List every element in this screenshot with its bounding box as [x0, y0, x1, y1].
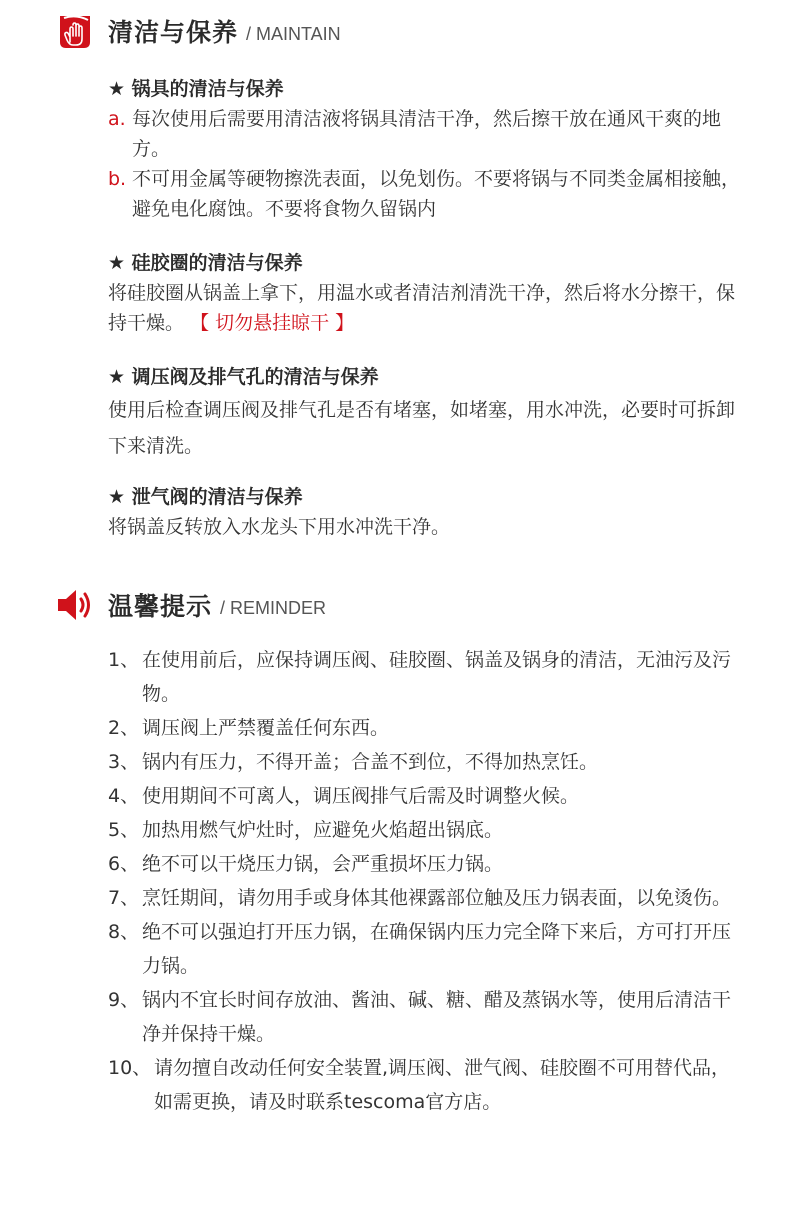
item-text: 使用期间不可离人，调压阀排气后需及时调整火候。 [142, 785, 580, 807]
silicone-ring-body: 将硅胶圈从锅盖上拿下，用温水或者清洁剂清洗干净，然后将水分擦干，保持干燥。 [108, 282, 736, 334]
silicone-ring-section [108, 248, 748, 338]
cookware-care-section [108, 74, 748, 224]
list-item [108, 813, 748, 847]
item-text: 绝不可以干烧压力锅，会严重损坏压力锅。 [142, 853, 504, 875]
reminder-subtitle: / REMINDER [220, 597, 327, 618]
list-item [108, 881, 748, 915]
item-number: 3、 [108, 751, 140, 773]
list-item [108, 643, 748, 711]
maintain-title: 清洁与保养 [108, 18, 239, 47]
item-number: 6、 [108, 853, 140, 875]
item-number: 7、 [108, 887, 140, 909]
item-number: 5、 [108, 819, 140, 841]
item-text: 不可用金属等硬物擦洗表面，以免划伤。不要将锅与不同类金属相接触，避免电化腐蚀。不要将食物久留锅内 [132, 168, 741, 220]
item-number: 4、 [108, 785, 140, 807]
item-text: 在使用前后，应保持调压阀、硅胶圈、锅盖及锅身的清洁，无油污及污物。 [142, 649, 732, 705]
list-item [108, 779, 748, 813]
item-text: 调压阀上严禁覆盖任何东西。 [142, 717, 390, 739]
pressure-valve-heading: ★ 调压阀及排气孔的清洁与保养 [108, 366, 379, 388]
maintain-subtitle: / MAINTAIN [246, 23, 341, 44]
item-text: 烹饪期间，请勿用手或身体其他裸露部位触及压力锅表面，以免烫伤。 [142, 887, 732, 909]
list-item [108, 847, 748, 881]
list-item [108, 983, 748, 1051]
item-text: 每次使用后需要用清洁液将锅具清洁干净，然后擦干放在通风干爽的地方。 [132, 108, 722, 160]
list-item [108, 745, 748, 779]
cookware-care-heading: ★ 锅具的清洁与保养 [108, 78, 284, 100]
item-text: 请勿擅自改动任何安全装置,调压阀、泄气阀、硅胶圈不可用替代品，如需更换，请及时联系tescoma官方店。 [154, 1057, 731, 1113]
item-number: 8、 [108, 921, 140, 943]
list-item [108, 711, 748, 745]
warning-text: 【 切勿悬挂晾干 】 [190, 312, 355, 334]
list-item [108, 915, 748, 983]
speaker-icon [56, 586, 94, 624]
item-number: 9、 [108, 989, 140, 1011]
item-number: 2、 [108, 717, 140, 739]
maintain-header [56, 12, 341, 50]
silicone-ring-text [108, 278, 748, 338]
release-valve-text: 将锅盖反转放入水龙头下用水冲洗干净。 [108, 516, 451, 538]
item-number: 10、 [108, 1057, 152, 1079]
reminder-header [56, 586, 326, 624]
reminder-title: 温馨提示 [108, 592, 213, 621]
item-text: 绝不可以强迫打开压力锅，在确保锅内压力完全降下来后，方可打开压力锅。 [142, 921, 732, 977]
release-valve-section [108, 482, 748, 542]
release-valve-heading: ★ 泄气阀的清洁与保养 [108, 486, 303, 508]
list-item [108, 1051, 748, 1119]
list-item [108, 164, 748, 224]
item-marker: a. [108, 108, 126, 130]
silicone-ring-heading: ★ 硅胶圈的清洁与保养 [108, 252, 303, 274]
hand-wipe-icon [56, 12, 94, 50]
item-marker: b. [108, 168, 127, 190]
pressure-valve-text: 使用后检查调压阀及排气孔是否有堵塞，如堵塞，用水冲洗，必要时可拆卸下来清洗。 [108, 399, 736, 457]
reminder-list [108, 643, 748, 1119]
pressure-valve-section [108, 362, 748, 464]
item-text: 加热用燃气炉灶时，应避免火焰超出锅底。 [142, 819, 504, 841]
item-text: 锅内有压力，不得开盖；合盖不到位，不得加热烹饪。 [142, 751, 599, 773]
list-item [108, 104, 748, 164]
item-number: 1、 [108, 649, 140, 671]
item-text: 锅内不宜长时间存放油、酱油、碱、糖、醋及蒸锅水等，使用后清洁干净并保持干燥。 [142, 989, 732, 1045]
